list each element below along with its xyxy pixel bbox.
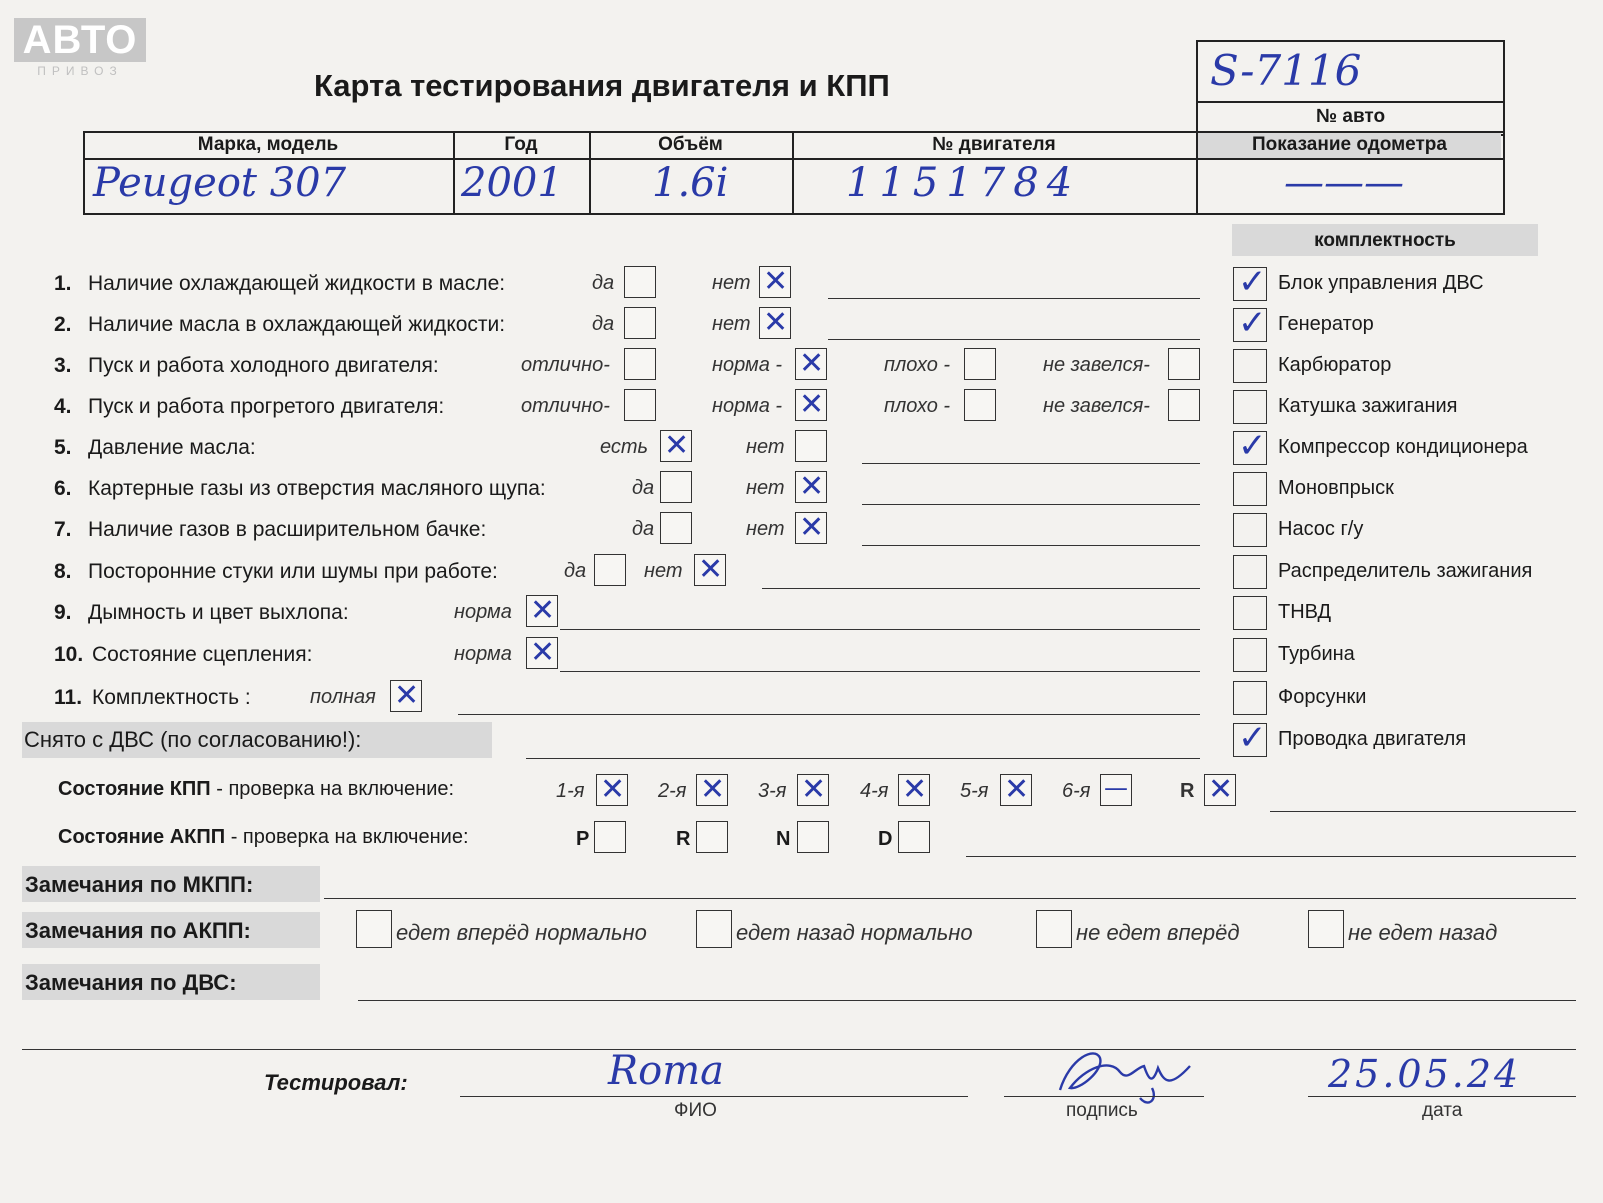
opt-label: плохо - [884, 395, 951, 417]
completeness-label: Генератор [1278, 313, 1374, 335]
value-make-model: Peugeot 307 [93, 160, 347, 206]
opt-label: нет [746, 477, 785, 499]
completeness-label: Турбина [1278, 643, 1355, 665]
checkbox[interactable] [795, 471, 827, 503]
gear-checkbox[interactable] [797, 774, 829, 806]
akpp-option-checkbox[interactable] [356, 910, 392, 948]
akpp-option-checkbox[interactable] [696, 910, 732, 948]
opt-label: нет [746, 518, 785, 540]
gear-checkbox[interactable] [596, 774, 628, 806]
opt-label: норма [454, 601, 512, 623]
opt-label: да [592, 272, 615, 294]
checkbox[interactable] [624, 307, 656, 339]
completeness-checkbox[interactable] [1233, 723, 1267, 757]
completeness-checkbox[interactable] [1233, 308, 1267, 342]
date-label: дата [1422, 1100, 1463, 1121]
row-number: 8. [54, 560, 72, 583]
completeness-checkbox[interactable] [1233, 638, 1267, 672]
row-number: 10. [54, 643, 84, 666]
writing-line [1270, 811, 1576, 812]
row-number: 9. [54, 601, 72, 624]
value-volume: 1.6i [652, 160, 729, 206]
checkbox[interactable] [624, 266, 656, 298]
checkbox[interactable] [759, 307, 791, 339]
opt-label: отлично- [521, 354, 610, 376]
writing-line [358, 1000, 1576, 1001]
test-date: 25.05.24 [1328, 1052, 1522, 1096]
gear-checkbox[interactable] [1100, 774, 1132, 806]
checkbox[interactable] [795, 512, 827, 544]
completeness-label: Распределитель зажигания [1278, 560, 1533, 582]
opt-label: плохо - [884, 354, 951, 376]
writing-line [324, 898, 1576, 899]
kpp-suffix: - проверка на включение: [210, 778, 455, 800]
mode-checkbox[interactable] [898, 821, 930, 853]
checkbox[interactable] [1168, 389, 1200, 421]
tester-name: Roma [608, 1048, 724, 1094]
checkbox[interactable] [660, 471, 692, 503]
gear-label: 5-я [960, 780, 989, 802]
checkbox[interactable] [526, 637, 558, 669]
writing-line [862, 545, 1200, 546]
writing-line [560, 671, 1200, 672]
date-line [1308, 1096, 1576, 1097]
opt-label: нет [712, 313, 751, 335]
check-label: Наличие охлаждающей жидкости в масле: [88, 272, 506, 295]
completeness-label: ТНВД [1278, 601, 1332, 623]
completeness-label: Компрессор кондиционера [1278, 436, 1528, 458]
check-label: Пуск и работа холодного двигателя: [88, 354, 439, 377]
opt-label: да [592, 313, 615, 335]
opt-label: норма [454, 643, 512, 665]
row-number: 1. [54, 272, 72, 295]
logo: АВТО [14, 18, 146, 62]
check-label: Состояние сцепления: [92, 643, 313, 666]
completeness-checkbox[interactable] [1233, 472, 1267, 506]
auto-number-value: S-7116 [1210, 46, 1362, 95]
checkbox[interactable] [694, 554, 726, 586]
opt-label: нет [644, 560, 683, 582]
check-label: Наличие газов в расширительном бачке: [88, 518, 487, 541]
akpp-title: Состояние АКПП [58, 826, 226, 848]
completeness-label: Карбюратор [1278, 354, 1392, 376]
completeness-checkbox[interactable] [1233, 349, 1267, 383]
mode-checkbox[interactable] [594, 821, 626, 853]
mode-label: D [878, 828, 893, 850]
row-number: 7. [54, 518, 72, 541]
mode-checkbox[interactable] [696, 821, 728, 853]
col-year: Год [504, 134, 538, 155]
remarks-akpp-label: Замечания по АКПП: [25, 918, 251, 943]
remarks-dvs-label: Замечания по ДВС: [25, 970, 237, 995]
gear-checkbox[interactable] [898, 774, 930, 806]
mode-label: R [676, 828, 691, 850]
writing-line [862, 504, 1200, 505]
opt-label: не завелся- [1043, 395, 1150, 417]
checkbox[interactable] [594, 554, 626, 586]
akpp-suffix: - проверка на включение: [225, 826, 469, 848]
checkbox[interactable] [795, 348, 827, 380]
akpp-row-label [58, 826, 469, 849]
signature [1040, 1038, 1220, 1108]
akpp-option-checkbox[interactable] [1308, 910, 1344, 948]
akpp-option-label: едет вперёд нормально [396, 920, 647, 945]
signature-label: подпись [1066, 1100, 1138, 1121]
check-label: Пуск и работа прогретого двигателя: [88, 395, 445, 418]
row-number: 2. [54, 313, 72, 336]
row-number: 11. [54, 686, 83, 709]
checkbox[interactable] [660, 512, 692, 544]
col-engine-number: № двигателя [932, 134, 1056, 155]
checkbox[interactable] [964, 389, 996, 421]
completeness-label: Моновпрыск [1278, 477, 1394, 499]
check-label: Дымность и цвет выхлопа: [88, 601, 349, 624]
value-year: 2001 [461, 160, 563, 206]
check-label: Наличие масла в охлаждающей жидкости: [88, 313, 506, 336]
completeness-checkbox[interactable] [1233, 431, 1267, 465]
checkbox[interactable] [390, 680, 422, 712]
opt-label: отлично- [521, 395, 610, 417]
tested-by-label: Тестировал: [264, 1070, 408, 1095]
gear-checkbox[interactable] [696, 774, 728, 806]
mode-label: N [776, 828, 791, 850]
gear-checkbox[interactable] [1204, 774, 1236, 806]
writing-line [828, 339, 1200, 340]
checkbox[interactable] [964, 348, 996, 380]
check-label: Картерные газы из отверстия масляного щупа: [88, 477, 546, 500]
removed-label: Снято с ДВС (по согласованию!): [24, 727, 362, 752]
writing-line [560, 629, 1200, 630]
mode-checkbox[interactable] [797, 821, 829, 853]
gear-label: 6-я [1062, 780, 1091, 802]
writing-line [762, 588, 1200, 589]
opt-label: да [632, 518, 655, 540]
checkbox[interactable] [795, 389, 827, 421]
name-line [460, 1096, 968, 1097]
opt-label: есть [600, 436, 649, 458]
divider [1196, 101, 1503, 103]
gear-label: 2-я [658, 780, 687, 802]
akpp-option-checkbox[interactable] [1036, 910, 1072, 948]
completeness-checkbox[interactable] [1233, 390, 1267, 424]
col-odometer: Показание одометра [1252, 134, 1447, 155]
mode-label: P [576, 828, 590, 850]
opt-label: норма - [712, 354, 783, 376]
check-label: Давление масла: [88, 436, 256, 459]
completeness-checkbox[interactable] [1233, 596, 1267, 630]
signature-line [1004, 1096, 1204, 1097]
value-odometer: ——— [1284, 160, 1404, 206]
row-number: 3. [54, 354, 72, 377]
completeness-label: Форсунки [1278, 686, 1367, 708]
fio-label: ФИО [674, 1100, 717, 1121]
row-number: 4. [54, 395, 72, 418]
row-number: 5. [54, 436, 72, 459]
gear-checkbox[interactable] [1000, 774, 1032, 806]
opt-label: да [632, 477, 655, 499]
completeness-label: Проводка двигателя [1278, 728, 1467, 750]
remarks-mkpp-label: Замечания по МКПП: [25, 872, 254, 897]
checkbox[interactable] [624, 348, 656, 380]
akpp-option-label: не едет вперёд [1076, 920, 1240, 945]
writing-line [828, 298, 1200, 299]
check-label: Комплектность : [92, 686, 251, 709]
completeness-checkbox[interactable] [1233, 267, 1267, 301]
writing-line [862, 463, 1200, 464]
akpp-option-label: не едет назад [1348, 920, 1498, 945]
completeness-checkbox[interactable] [1233, 555, 1267, 589]
writing-line [526, 758, 1200, 759]
check-label: Посторонние стуки или шумы при работе: [88, 560, 498, 583]
checkbox[interactable] [795, 430, 827, 462]
completeness-label: Насос г/у [1278, 518, 1364, 540]
gear-label: 4-я [860, 780, 889, 802]
gear-label: R [1180, 780, 1195, 802]
logo-subtitle: ПРИВОЗ [37, 64, 123, 78]
kpp-row-label [58, 778, 454, 801]
completeness-checkbox[interactable] [1233, 513, 1267, 547]
writing-line [458, 714, 1200, 715]
writing-line [966, 856, 1576, 857]
opt-label: нет [712, 272, 751, 294]
checkbox[interactable] [624, 389, 656, 421]
col-volume: Объём [658, 134, 723, 155]
akpp-option-label: едет назад нормально [736, 920, 973, 945]
completeness-title: комплектность [1314, 230, 1456, 251]
completeness-label: Катушка зажигания [1278, 395, 1458, 417]
kpp-title: Состояние КПП [58, 778, 211, 800]
completeness-label: Блок управления ДВС [1278, 272, 1484, 294]
opt-label: нет [746, 436, 785, 458]
checkbox[interactable] [759, 266, 791, 298]
value-engine-number: 1151784 [846, 160, 1081, 206]
opt-label: норма - [712, 395, 783, 417]
checkbox[interactable] [660, 430, 692, 462]
row-number: 6. [54, 477, 72, 500]
page-title: Карта тестирования двигателя и КПП [314, 68, 890, 103]
auto-number-label: № авто [1315, 106, 1386, 127]
checkbox[interactable] [1168, 348, 1200, 380]
writing-line [22, 1049, 1576, 1050]
completeness-checkbox[interactable] [1233, 681, 1267, 715]
checkbox[interactable] [526, 595, 558, 627]
col-make-model: Марка, модель [197, 134, 339, 155]
gear-label: 1-я [556, 780, 585, 802]
opt-label: не завелся- [1043, 354, 1150, 376]
gear-label: 3-я [758, 780, 787, 802]
opt-label: да [564, 560, 587, 582]
opt-label: полная [310, 686, 376, 708]
